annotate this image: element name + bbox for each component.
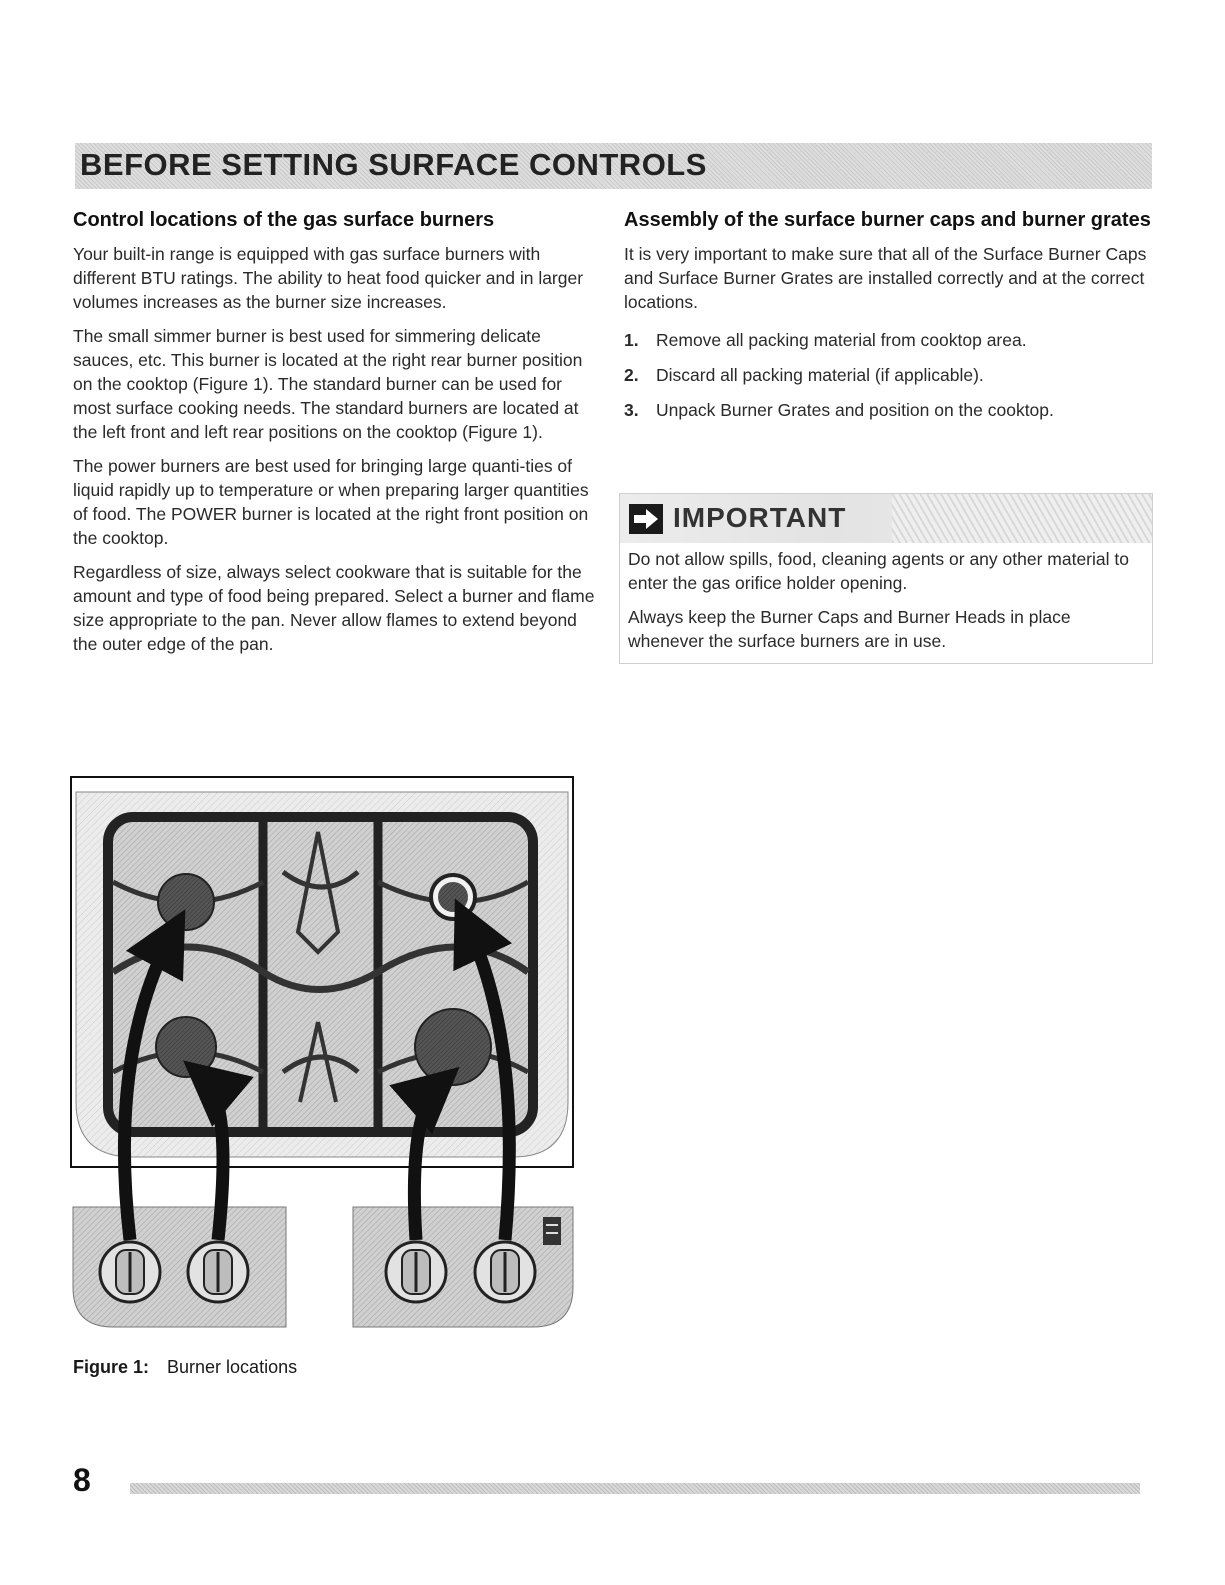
cooktop-figure — [68, 772, 578, 1332]
important-title: IMPORTANT — [673, 502, 847, 533]
left-rear-burner — [158, 874, 214, 930]
page-number: 8 — [73, 1462, 91, 1498]
knob — [475, 1242, 535, 1302]
left-column — [73, 208, 598, 666]
left-front-burner — [156, 1017, 216, 1077]
assembly-heading: Assembly of the surface burner caps and burner grates — [624, 209, 1151, 231]
cooktop-illustration — [68, 772, 578, 1332]
important-paragraph: Do not allow spills, food, cleaning agents or any other material to enter the gas orifice holder opening. — [628, 549, 1129, 593]
list-item: 3. Unpack Burner Grates and position on the cooktop. — [624, 400, 1054, 420]
section-title: BEFORE SETTING SURFACE CONTROLS — [80, 147, 707, 182]
right-column — [624, 208, 1154, 433]
footer-bar — [130, 1483, 1140, 1494]
knob — [188, 1242, 248, 1302]
list-item: 2. Discard all packing material (if applicable). — [624, 365, 984, 385]
important-header — [620, 494, 1152, 543]
control-locations-heading: Control locations of the gas surface burners — [73, 209, 495, 231]
section-banner — [75, 143, 1152, 189]
assembly-intro: It is very important to make sure that all of the Surface Burner Caps and Surface Burner Grates are installed correctly and at the correct locations. — [624, 244, 1147, 312]
paragraph: The small simmer burner is best used for simmering delicate sauces, etc. This burner is located at the right rear burner position on the cooktop (Figure 1). The standard burner can be used for most surface cooking needs. The standard burners are located at the left front and left rear positions on the cooktop (Figure 1). — [73, 326, 583, 442]
arrow-right-icon — [629, 504, 663, 534]
assembly-steps — [624, 328, 1154, 422]
knob — [100, 1242, 160, 1302]
right-front-burner — [415, 1009, 491, 1085]
figure-caption — [73, 1357, 297, 1378]
paragraph: Regardless of size, always select cookware that is suitable for the amount and type of food being prepared. Select a burner and flame size appropriate to the pan. Never allow flames to extend beyond the outer edge of the pan. — [73, 562, 595, 654]
figure-caption-text: Burner locations — [167, 1357, 298, 1377]
figure-label: Figure 1: — [73, 1357, 150, 1377]
list-item: 1. Remove all packing material from cooktop area. — [624, 330, 1027, 350]
paragraph: Your built-in range is equipped with gas surface burners with different BTU ratings. The ability to heat food quicker and in larger volumes increases as the burner size increases. — [73, 244, 584, 312]
paragraph: The power burners are best used for bringing large quanti-ties of liquid rapidly up to temperature or when preparing larger quantities of food. The POWER burner is located at the right front position on the cooktop. — [73, 456, 589, 548]
important-body — [620, 543, 1152, 653]
knob — [386, 1242, 446, 1302]
important-notice — [619, 493, 1153, 664]
important-paragraph: Always keep the Burner Caps and Burner Heads in place whenever the surface burners are in use. — [628, 607, 1071, 651]
